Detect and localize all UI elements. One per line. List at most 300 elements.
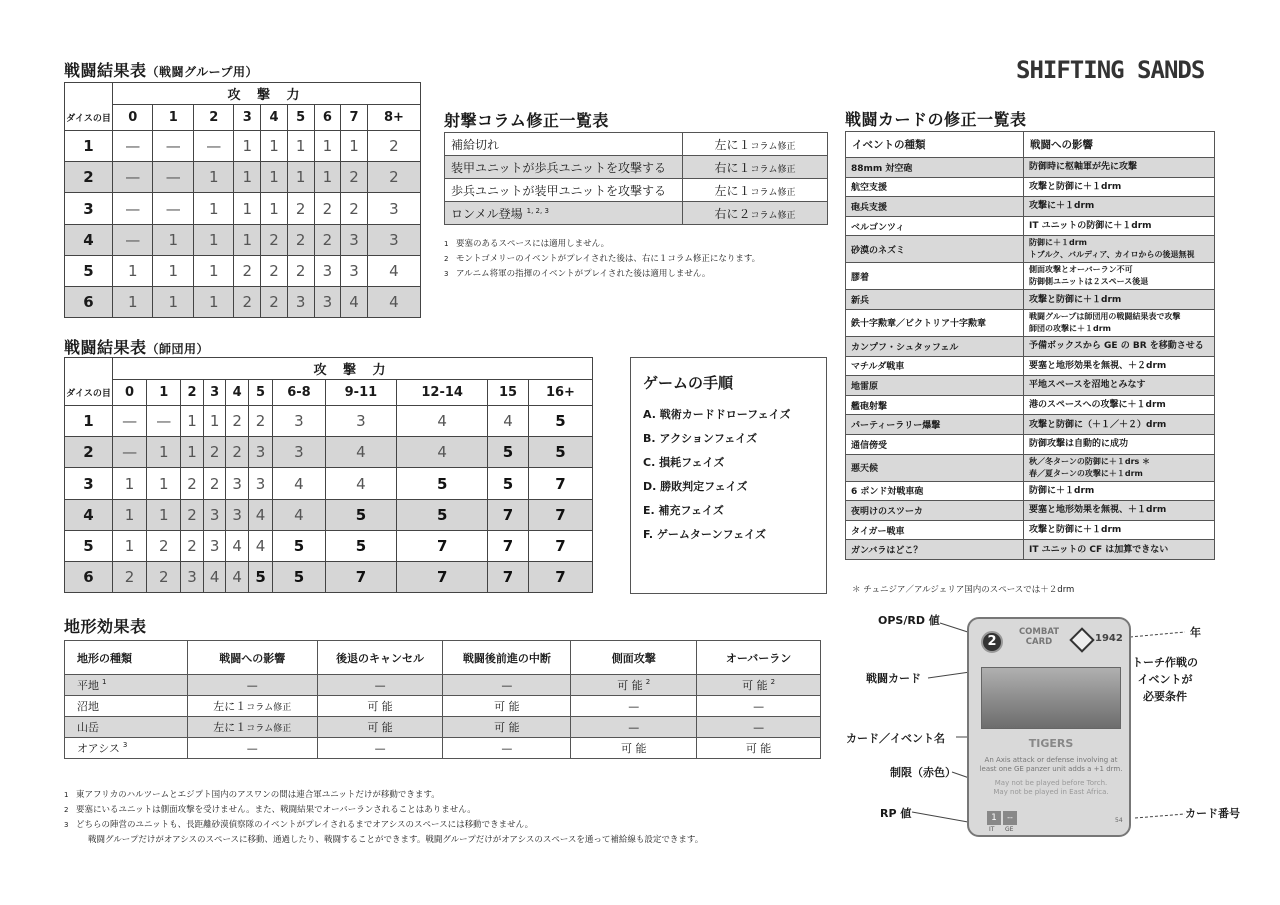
- terrain-name: 沼地: [65, 696, 188, 717]
- terrain-overrun: —: [697, 696, 821, 717]
- dice-header: ダイスの目: [65, 105, 113, 131]
- crt-result-cell: 3: [181, 561, 204, 592]
- crt-result-cell: 2: [147, 561, 181, 592]
- crt-result-cell: 2: [367, 131, 420, 162]
- rp-ge: GE: [1005, 826, 1014, 833]
- game-procedure-box: [630, 357, 827, 594]
- card-mod-effect: 秋／冬ターンの防御に＋１drs ＊ 春／夏ターンの攻撃に＋１drm: [1024, 454, 1215, 481]
- crt-header-row: [65, 83, 421, 105]
- crt-column-header: 9-11: [325, 380, 397, 406]
- crt-result-cell: 2: [287, 193, 314, 224]
- crt-die-cell: 2: [65, 437, 113, 468]
- crt-result-cell: 7: [528, 499, 592, 530]
- crt-column-header: 7: [341, 105, 368, 131]
- card-restrictions: May not be played before Torch. May not be played in East Africa.: [993, 779, 1109, 796]
- crt-result-cell: 5: [325, 530, 397, 561]
- column-mod-notes: [444, 237, 824, 282]
- terrain-row: [65, 675, 821, 696]
- crt-row: [65, 561, 593, 592]
- column-mod-value: 右に２コラム修正: [683, 202, 828, 225]
- card-mod-col-effect: 戦闘への影響: [1024, 132, 1215, 158]
- label-restriction: 制限（赤色）: [890, 766, 956, 779]
- crt-result-cell: 1: [234, 224, 261, 255]
- card-mod-event: 地雷原: [846, 376, 1024, 396]
- terrain-note: 1 東アフリカのハルツームとエジプト国内のアスワンの間は連合軍ユニットだけが移動できます。: [64, 790, 440, 800]
- card-mod-row: [846, 376, 1215, 396]
- crt-result-cell: 2: [248, 406, 272, 437]
- column-mod-label: 歩兵ユニットが装甲ユニットを攻撃する: [445, 179, 683, 202]
- card-mod-event: 艦砲射撃: [846, 395, 1024, 415]
- crt-result-cell: 4: [203, 561, 226, 592]
- crt-result-cell: 1: [234, 162, 261, 193]
- terrain-header-cell: 側面攻撃: [571, 641, 697, 675]
- crt-result-cell: 4: [325, 468, 397, 499]
- crt-column-header: 2: [181, 380, 204, 406]
- procedure-title: ゲームの手順: [643, 374, 734, 392]
- terrain-overrun: —: [697, 717, 821, 738]
- card-mod-row: [846, 236, 1215, 263]
- crt-result-cell: 1: [193, 193, 233, 224]
- terrain-flank-attack: —: [571, 696, 697, 717]
- crt-result-cell: 5: [528, 437, 592, 468]
- crt-result-cell: 4: [367, 286, 420, 317]
- crt-column-header: 3: [234, 105, 261, 131]
- terrain-header-cell: 後退のキャンセル: [317, 641, 443, 675]
- crt-result-cell: 3: [226, 468, 249, 499]
- terrain-retreat-cancel: 可 能: [317, 717, 443, 738]
- crt-result-cell: 7: [528, 468, 592, 499]
- card-mod-row: [846, 336, 1215, 356]
- crt-row: [65, 286, 421, 317]
- crt-result-cell: 1: [181, 406, 204, 437]
- crt-result-cell: 2: [113, 561, 147, 592]
- column-mod-value: 左に１コラム修正: [683, 133, 828, 156]
- crt-result-cell: —: [113, 406, 147, 437]
- crt-result-cell: 1: [261, 131, 288, 162]
- column-mod-value: 右に１コラム修正: [683, 156, 828, 179]
- crt-row: [65, 468, 593, 499]
- card-mod-event: 88mm 対空砲: [846, 158, 1024, 178]
- crt-column-header: 5: [287, 105, 314, 131]
- card-mod-effect: 防御時に枢軸軍が先に攻撃: [1024, 158, 1215, 178]
- card-mod-row: [846, 481, 1215, 501]
- crt-result-cell: 5: [397, 499, 488, 530]
- card-mod-effect: 攻撃に＋１drm: [1024, 197, 1215, 217]
- column-mod-label: 装甲ユニットが歩兵ユニットを攻撃する: [445, 156, 683, 179]
- crt-result-cell: 5: [488, 437, 529, 468]
- crt-die-cell: 3: [65, 193, 113, 224]
- crt-result-cell: 7: [528, 561, 592, 592]
- crt-result-cell: 1: [113, 468, 147, 499]
- crt-result-cell: 4: [226, 561, 249, 592]
- card-mod-row: [846, 177, 1215, 197]
- card-mod-header: [846, 132, 1215, 158]
- crt-result-cell: 4: [248, 530, 272, 561]
- crt-die-cell: 4: [65, 224, 113, 255]
- card-mod-row: [846, 434, 1215, 454]
- crt-result-cell: 2: [181, 468, 204, 499]
- crt-result-cell: 3: [314, 255, 341, 286]
- crt-result-cell: 1: [193, 162, 233, 193]
- crt-result-cell: 7: [325, 561, 397, 592]
- crt-result-cell: 3: [226, 499, 249, 530]
- procedure-item: C. 損耗フェイズ: [643, 456, 725, 469]
- crt-die-cell: 2: [65, 162, 113, 193]
- crt-row: [65, 406, 593, 437]
- crt-result-cell: —: [113, 162, 153, 193]
- crt-result-cell: 2: [181, 499, 204, 530]
- card-mod-row: [846, 290, 1215, 310]
- terrain-advance-stop: 可 能: [443, 717, 571, 738]
- label-card-event: カード／イベント名: [846, 732, 945, 745]
- card-mod-event: タイガー戦車: [846, 520, 1024, 540]
- crt-die-cell: 3: [65, 468, 113, 499]
- crt-row: [65, 437, 593, 468]
- terrain-advance-stop: 可 能: [443, 696, 571, 717]
- crt-result-cell: —: [113, 437, 147, 468]
- crt-result-cell: 1: [193, 224, 233, 255]
- card-mod-title: 戦闘カードの修正一覧表: [845, 110, 1027, 129]
- crt-result-cell: 1: [234, 131, 261, 162]
- terrain-note: 戦闘グループだけがオアシスのスペースに移動、通過したり、戦闘することができます。戦闘グループだけがオアシスのスペースを通って補給線も設定できます。: [88, 835, 704, 845]
- crt-result-cell: —: [153, 193, 193, 224]
- terrain-flank-attack: —: [571, 717, 697, 738]
- card-mod-effect: 攻撃と防御に＋１drm: [1024, 177, 1215, 197]
- column-mod-label: 補給切れ: [445, 133, 683, 156]
- crt-result-cell: 2: [261, 286, 288, 317]
- column-mod-unit: コラム修正: [750, 141, 796, 152]
- terrain-note: 2 要塞にいるユニットは側面攻撃を受けません。また、戦闘結果でオーバーランされることはありません。: [64, 805, 476, 815]
- crt-result-cell: 7: [488, 499, 529, 530]
- terrain-combat-effect: —: [187, 675, 317, 696]
- crt-row: [65, 530, 593, 561]
- crt-result-cell: —: [113, 131, 153, 162]
- terrain-retreat-cancel: 可 能: [317, 696, 443, 717]
- column-mod-label: ロンメル登場 $^{1, 2, 3}$: [445, 202, 683, 225]
- card-mod-row: [846, 415, 1215, 435]
- terrain-name: 山岳: [65, 717, 188, 738]
- card-mod-effect: 防御に＋１drm トブルク、バルディア、カイロからの後退無視: [1024, 236, 1215, 263]
- card-mod-effect: 防御攻撃は自動的に成功: [1024, 434, 1215, 454]
- card-mod-event: 通信傍受: [846, 434, 1024, 454]
- crt-result-cell: 5: [273, 561, 325, 592]
- crt-result-cell: 4: [226, 530, 249, 561]
- crt-result-cell: 5: [488, 468, 529, 499]
- terrain-combat-effect: 左に１コラム修正: [187, 696, 317, 717]
- label-ops-rd: OPS/RD 値: [878, 614, 940, 627]
- crt-result-cell: 1: [314, 131, 341, 162]
- card-mod-event: 膠着: [846, 263, 1024, 290]
- crt-result-cell: —: [113, 224, 153, 255]
- terrain-note: 3 どちらの陣営のユニットも、長距離砂漠偵察隊のイベントがプレイされるまでオアシスのスペースには移動できません。: [64, 820, 534, 830]
- label-rp: RP 値: [880, 807, 912, 820]
- crt-result-cell: 2: [287, 255, 314, 286]
- crt-column-header: 15: [488, 380, 529, 406]
- crt-column-header: 6-8: [273, 380, 325, 406]
- card-mod-effect: 攻撃と防御に（＋１／＋２）drm: [1024, 415, 1215, 435]
- card-number: 54: [1115, 817, 1123, 824]
- crt-result-cell: —: [193, 131, 233, 162]
- crt-row: [65, 499, 593, 530]
- rp-box: 1 --: [987, 811, 1017, 825]
- card-mod-effect: IT ユニットの防御に＋１drm: [1024, 216, 1215, 236]
- crt-die-cell: 5: [65, 255, 113, 286]
- column-mod-note: 1 要塞のあるスペースには適用しません。: [444, 239, 610, 249]
- crt-result-cell: 4: [273, 468, 325, 499]
- crt-column-header: 2: [193, 105, 233, 131]
- crt-result-cell: —: [147, 406, 181, 437]
- crt-result-cell: 2: [314, 193, 341, 224]
- column-mod-unit: コラム修正: [750, 187, 796, 198]
- terrain-flank-attack: 可 能 $^2$: [571, 675, 697, 696]
- crt-group-table: [64, 82, 421, 318]
- card-mod-note: ＊ チュニジア／アルジェリア国内のスペースでは＋２drm: [852, 585, 1075, 595]
- card-mod-event: パーティーラリー爆撃: [846, 415, 1024, 435]
- crt-result-cell: 2: [203, 437, 226, 468]
- terrain-flank-attack: 可 能: [571, 738, 697, 759]
- sample-card: [967, 617, 1131, 837]
- crt-result-cell: 5: [273, 530, 325, 561]
- card-mod-effect: 攻撃と防御に＋１drm: [1024, 290, 1215, 310]
- crt-column-header: 5: [248, 380, 272, 406]
- card-mod-event: 新兵: [846, 290, 1024, 310]
- terrain-row: [65, 696, 821, 717]
- crt-result-cell: 3: [248, 437, 272, 468]
- column-mod-unit: コラム修正: [750, 164, 796, 175]
- terrain-row: [65, 717, 821, 738]
- card-mod-table: [845, 131, 1215, 560]
- crt-column-header: 4: [261, 105, 288, 131]
- card-mod-row: [846, 356, 1215, 376]
- card-mod-row: [846, 540, 1215, 560]
- label-year: 年: [1190, 626, 1201, 639]
- card-mod-effect: 攻撃と防御に＋１drm: [1024, 520, 1215, 540]
- terrain-combat-effect: —: [187, 738, 317, 759]
- crt-result-cell: 4: [341, 286, 368, 317]
- crt-column-header: 1: [147, 380, 181, 406]
- crt-result-cell: 3: [203, 530, 226, 561]
- crt-column-header: 16+: [528, 380, 592, 406]
- crt-result-cell: 2: [261, 224, 288, 255]
- card-mod-event: 鉄十字勲章／ビクトリア十字勲章: [846, 309, 1024, 336]
- crt-result-cell: 1: [153, 255, 193, 286]
- crt-result-cell: 3: [341, 255, 368, 286]
- crt-result-cell: 2: [261, 255, 288, 286]
- crt-result-cell: 3: [273, 437, 325, 468]
- card-diagram: [840, 600, 1260, 890]
- card-mod-effect: 港のスペースへの攻撃に＋１drm: [1024, 395, 1215, 415]
- card-mod-row: [846, 197, 1215, 217]
- crt-die-cell: 6: [65, 286, 113, 317]
- crt-row: [65, 193, 421, 224]
- card-mod-effect: 戦闘グループは師団用の戦闘結果表で攻撃 師団の攻撃に＋１drm: [1024, 309, 1215, 336]
- crt-die-cell: 1: [65, 131, 113, 162]
- crt-result-cell: 1: [113, 286, 153, 317]
- crt-result-cell: —: [153, 131, 193, 162]
- crt-result-cell: 3: [367, 224, 420, 255]
- crt-die-cell: 1: [65, 406, 113, 437]
- ops-circle: 2: [981, 631, 1003, 653]
- crt-result-cell: 1: [181, 437, 204, 468]
- crt-result-cell: 1: [287, 131, 314, 162]
- terrain-header: [65, 641, 821, 675]
- crt-result-cell: 2: [367, 162, 420, 193]
- card-mod-event: 砂漠のネズミ: [846, 236, 1024, 263]
- card-mod-event: 夜明けのスツーカ: [846, 501, 1024, 521]
- terrain-combat-effect: 左に１コラム修正: [187, 717, 317, 738]
- crt-column-row: [65, 105, 421, 131]
- crt-result-cell: 1: [147, 499, 181, 530]
- crt-result-cell: 1: [153, 286, 193, 317]
- crt-result-cell: 1: [341, 131, 368, 162]
- crt-result-cell: 1: [234, 193, 261, 224]
- crt-result-cell: 7: [397, 561, 488, 592]
- crt-column-header: 1: [153, 105, 193, 131]
- procedure-item: B. アクションフェイズ: [643, 432, 758, 445]
- column-mod-row: [445, 156, 828, 179]
- crt-result-cell: 5: [397, 468, 488, 499]
- crt-result-cell: 5: [325, 499, 397, 530]
- card-name: TIGERS: [1028, 737, 1074, 750]
- crt-div-title: 戦闘結果表（師団用）: [64, 338, 210, 357]
- crt-result-cell: 7: [488, 530, 529, 561]
- label-card-number: カード番号: [1185, 807, 1240, 820]
- crt-result-cell: 2: [181, 530, 204, 561]
- card-text: An Axis attack or defense involving at least one GE panzer unit adds a +1 drm.: [979, 756, 1123, 773]
- card-mod-effect: 予備ボックスから GE の BR を移動させる: [1024, 336, 1215, 356]
- terrain-name: 平地 $^1$: [65, 675, 188, 696]
- crt-result-cell: 3: [203, 499, 226, 530]
- crt-result-cell: 1: [193, 286, 233, 317]
- crt-result-cell: 2: [234, 286, 261, 317]
- card-mod-event: マチルダ戦車: [846, 356, 1024, 376]
- card-mod-row: [846, 454, 1215, 481]
- crt-result-cell: 7: [528, 530, 592, 561]
- crt-result-cell: 3: [287, 286, 314, 317]
- crt-result-cell: 4: [397, 437, 488, 468]
- column-mod-row: [445, 202, 828, 225]
- card-mod-event: ガンバラはどこ？: [846, 540, 1024, 560]
- crt-result-cell: 3: [325, 406, 397, 437]
- terrain-header-cell: 戦闘後前進の中断: [443, 641, 571, 675]
- card-mod-effect: 側面攻撃とオーバーラン不可 防御側ユニットは２スペース後退: [1024, 263, 1215, 290]
- terrain-retreat-cancel: —: [317, 675, 443, 696]
- crt-result-cell: 4: [488, 406, 529, 437]
- crt-die-cell: 4: [65, 499, 113, 530]
- rp-it: IT: [989, 826, 995, 833]
- card-mod-row: [846, 216, 1215, 236]
- crt-result-cell: 5: [248, 561, 272, 592]
- crt-result-cell: 3: [314, 286, 341, 317]
- crt-result-cell: 3: [341, 224, 368, 255]
- crt-corner: [65, 358, 113, 380]
- card-mod-event: ベルゴンツィ: [846, 216, 1024, 236]
- crt-group-title: 戦闘結果表（戦闘グループ用）: [64, 61, 259, 80]
- crt-result-cell: 4: [367, 255, 420, 286]
- crt-result-cell: 4: [397, 406, 488, 437]
- procedure-item: E. 補充フェイズ: [643, 504, 724, 517]
- dice-header: ダイスの目: [65, 380, 113, 406]
- terrain-advance-stop: —: [443, 675, 571, 696]
- crt-result-cell: 4: [325, 437, 397, 468]
- crt-result-cell: 3: [367, 193, 420, 224]
- crt-corner: [65, 83, 113, 105]
- terrain-advance-stop: —: [443, 738, 571, 759]
- card-mod-row: [846, 395, 1215, 415]
- column-mod-sup: 1, 2, 3: [526, 206, 549, 215]
- crt-result-cell: 7: [488, 561, 529, 592]
- crt-result-cell: 1: [193, 255, 233, 286]
- crt-result-cell: —: [153, 162, 193, 193]
- crt-result-cell: 4: [248, 499, 272, 530]
- attack-strength-header: 攻 撃 力: [113, 83, 421, 105]
- terrain-overrun: 可 能: [697, 738, 821, 759]
- column-mod-table: [444, 132, 828, 225]
- crt-column-header: 6: [314, 105, 341, 131]
- crt-result-cell: 1: [203, 406, 226, 437]
- column-mod-note: 3 アルニム将軍の指揮のイベントがプレイされた後は適用しません。: [444, 269, 711, 279]
- crt-div-table: [64, 357, 593, 593]
- terrain-overrun: 可 能 $^2$: [697, 675, 821, 696]
- crt-result-cell: 1: [153, 224, 193, 255]
- crt-column-header: 0: [113, 380, 147, 406]
- crt-result-cell: 2: [341, 162, 368, 193]
- crt-result-cell: 1: [147, 468, 181, 499]
- card-image: [981, 667, 1121, 729]
- terrain-header-cell: 戦闘への影響: [187, 641, 317, 675]
- card-mod-effect: 防御に＋１drm: [1024, 481, 1215, 501]
- terrain-table: [64, 640, 821, 759]
- crt-column-header: 4: [226, 380, 249, 406]
- terrain-row: [65, 738, 821, 759]
- crt-result-cell: 1: [113, 255, 153, 286]
- crt-result-cell: 2: [341, 193, 368, 224]
- crt-result-cell: 1: [314, 162, 341, 193]
- crt-column-header: 0: [113, 105, 153, 131]
- crt-result-cell: 2: [234, 255, 261, 286]
- card-type: COMBAT CARD: [1018, 627, 1060, 647]
- crt-result-cell: 7: [397, 530, 488, 561]
- procedure-item: F. ゲームターンフェイズ: [643, 528, 767, 541]
- crt-result-cell: 2: [287, 224, 314, 255]
- terrain-title: 地形効果表: [64, 617, 147, 636]
- crt-column-row: [65, 380, 593, 406]
- column-mod-value: 左に１コラム修正: [683, 179, 828, 202]
- card-mod-event: カンプフ・シュタッフェル: [846, 336, 1024, 356]
- card-mod-row: [846, 520, 1215, 540]
- attack-strength-header: 攻 撃 力: [113, 358, 593, 380]
- crt-row: [65, 255, 421, 286]
- crt-result-cell: 1: [147, 437, 181, 468]
- column-mod-unit: コラム修正: [750, 210, 796, 221]
- card-mod-row: [846, 158, 1215, 178]
- terrain-header-cell: 地形の種類: [65, 641, 188, 675]
- crt-die-cell: 5: [65, 530, 113, 561]
- crt-result-cell: 1: [113, 499, 147, 530]
- brand-title: SHIFTING SANDS: [1016, 56, 1205, 84]
- crt-column-header: 12-14: [397, 380, 488, 406]
- card-mod-row: [846, 263, 1215, 290]
- label-torch: トーチ作戦の イベントが 必要条件: [1132, 656, 1198, 703]
- card-mod-event: 航空支援: [846, 177, 1024, 197]
- card-mod-col-event: イベントの種類: [846, 132, 1024, 158]
- crt-result-cell: 1: [261, 193, 288, 224]
- column-mod-row: [445, 133, 828, 156]
- crt-result-cell: 2: [314, 224, 341, 255]
- crt-result-cell: 1: [113, 530, 147, 561]
- column-mod-title: 射撃コラム修正一覧表: [444, 111, 609, 130]
- terrain-header-cell: オーバーラン: [697, 641, 821, 675]
